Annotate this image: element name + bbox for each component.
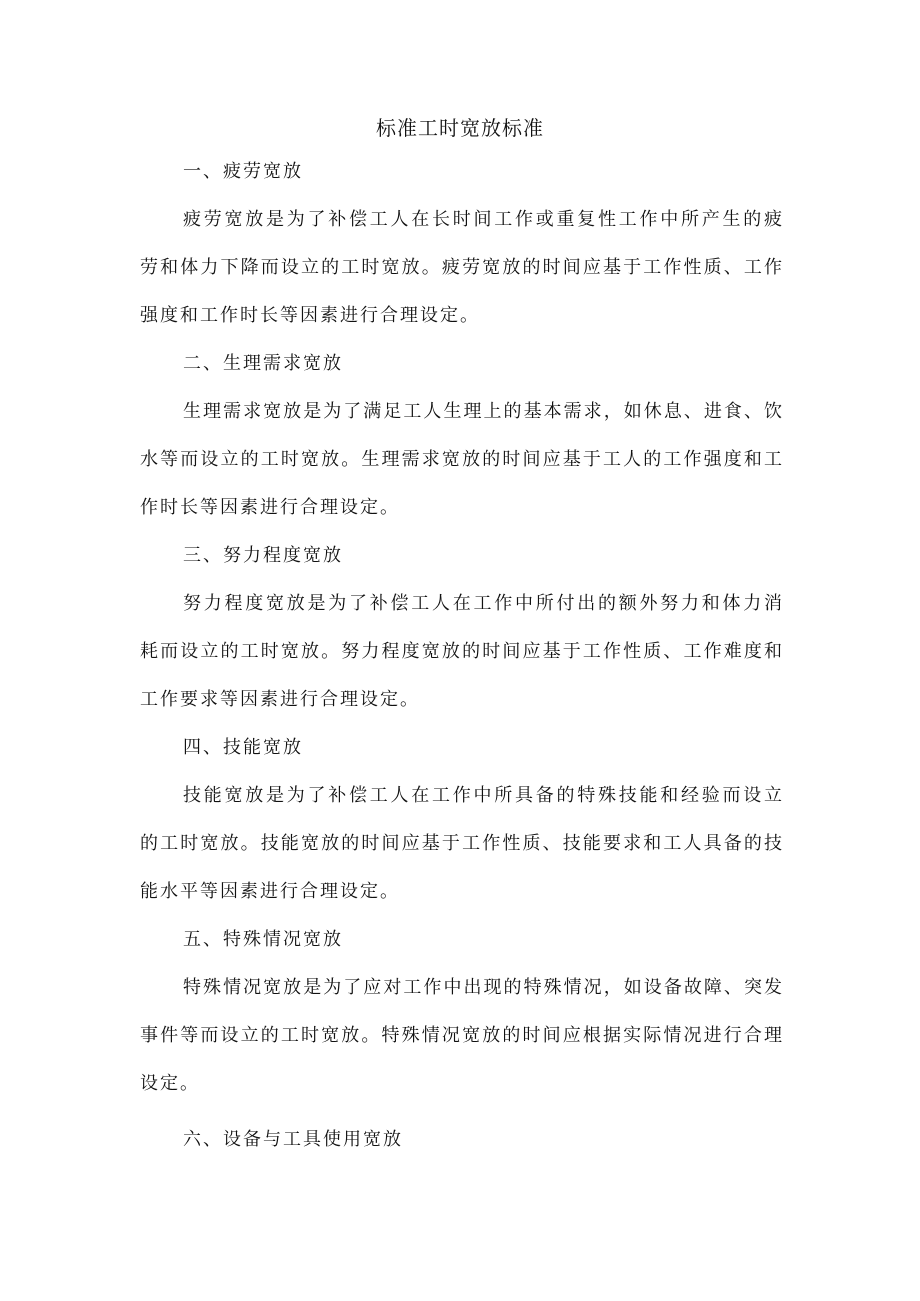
paragraph-line: 技能宽放是为了补偿工人在工作中所具备的特殊技能和经验而设立 (183, 785, 782, 806)
paragraph-line: 工作要求等因素进行合理设定。 (140, 689, 420, 710)
section-heading: 六、设备与工具使用宽放 (183, 1129, 403, 1150)
paragraph-line: 事件等而设立的工时宽放。特殊情况宽放的时间应根据实际情况进行合理 (140, 1025, 782, 1046)
section-physiological-allowance (140, 340, 782, 532)
section-heading: 五、特殊情况宽放 (183, 929, 343, 950)
section-heading: 四、技能宽放 (183, 737, 303, 758)
section-heading: 二、生理需求宽放 (183, 353, 343, 374)
paragraph-line: 耗而设立的工时宽放。努力程度宽放的时间应基于工作性质、工作难度和 (140, 641, 782, 662)
paragraph-line: 的工时宽放。技能宽放的时间应基于工作性质、技能要求和工人具备的技 (140, 833, 782, 854)
paragraph-line: 特殊情况宽放是为了应对工作中出现的特殊情况，如设备故障、突发 (183, 977, 782, 998)
document-title: 标准工时宽放标准 (376, 116, 544, 140)
paragraph-line: 生理需求宽放是为了满足工人生理上的基本需求，如休息、进食、饮 (183, 401, 782, 422)
section-special-allowance (140, 916, 782, 1108)
paragraph-line: 作时长等因素进行合理设定。 (140, 497, 400, 518)
paragraph-line: 水等而设立的工时宽放。生理需求宽放的时间应基于工人的工作强度和工 (140, 449, 782, 470)
section-fatigue-allowance (140, 148, 782, 340)
section-heading: 一、疲劳宽放 (183, 161, 303, 182)
paragraph-line: 劳和体力下降而设立的工时宽放。疲劳宽放的时间应基于工作性质、工作 (140, 257, 782, 278)
section-effort-allowance (140, 532, 782, 724)
paragraph-line: 努力程度宽放是为了补偿工人在工作中所付出的额外努力和体力消 (183, 593, 782, 614)
paragraph-line: 能水平等因素进行合理设定。 (140, 881, 400, 902)
paragraph-line: 设定。 (140, 1073, 200, 1094)
section-equipment-allowance (140, 1116, 782, 1164)
section-skill-allowance (140, 724, 782, 916)
section-heading: 三、努力程度宽放 (183, 545, 343, 566)
paragraph-line: 疲劳宽放是为了补偿工人在长时间工作或重复性工作中所产生的疲 (183, 209, 782, 230)
paragraph-line: 强度和工作时长等因素进行合理设定。 (140, 305, 480, 326)
